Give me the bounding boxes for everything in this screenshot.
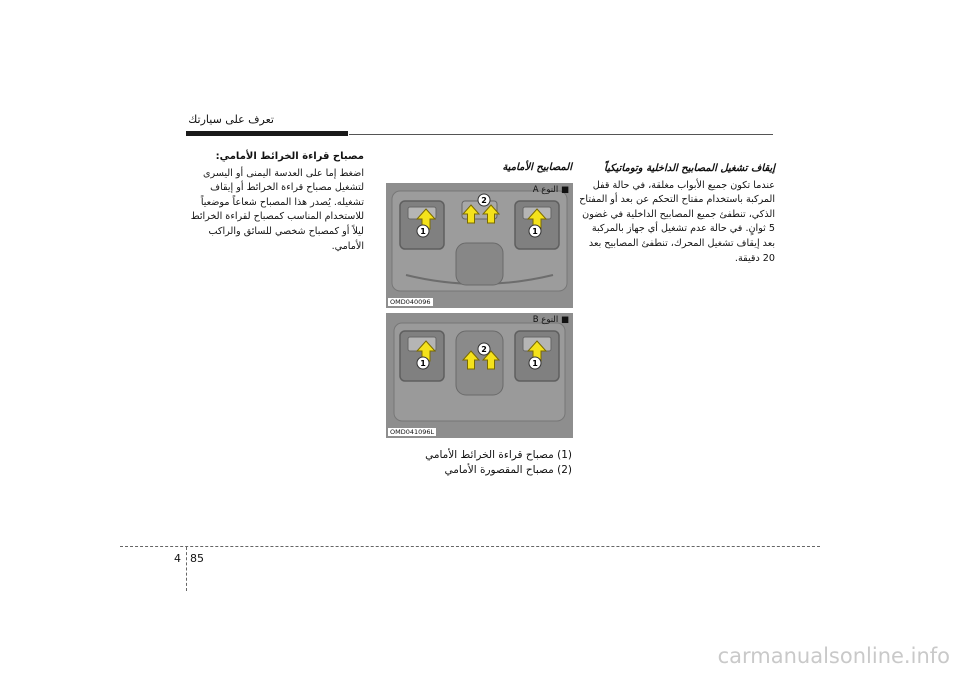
auto-off-section xyxy=(579,162,775,266)
figure-b-code: OMD041096L xyxy=(390,428,435,436)
callout-b-2: 2 xyxy=(481,345,487,354)
footer-divider xyxy=(186,547,187,591)
page-number: 85 xyxy=(190,552,204,565)
caption-map-lamp: (1) مصباح قراءة الخرائط الأمامي xyxy=(425,449,572,461)
front-lamps-heading: المصابيح الأمامية xyxy=(502,162,572,173)
auto-off-heading: إيقاف تشغيل المصابيح الداخلية وتوماتيكياً xyxy=(604,163,775,174)
callout-1-right: 1 xyxy=(532,227,538,236)
caption-room-lamp: (2) مصباح المقصورة الأمامي xyxy=(444,464,572,476)
map-lamp-section xyxy=(186,150,364,254)
figure-a-code: OMD040096 xyxy=(390,298,431,306)
header-rule xyxy=(349,134,773,135)
callout-b-1-right: 1 xyxy=(532,359,538,368)
overhead-console-illustration-a xyxy=(386,183,573,308)
map-lamp-body: اضغط إما على العدسة اليمنى أو اليسرى لتشغيل مصباح قراءة الخرائط أو إيقاف تشغيله. يُصدر هذا المصباح شعاعاً موضعياً للاستخدام المناسب كمصباح لقراءة الخرائط ليلاً أو كمصباح شخصي للسائق والراكب الأمامي. xyxy=(190,167,364,252)
figure-type-b xyxy=(386,313,573,438)
map-lamp-heading: مصباح قراءة الخرائط الأمامي: xyxy=(215,151,364,162)
section-title: تعرف على سيارتك xyxy=(188,113,274,126)
callout-b-1-left: 1 xyxy=(420,359,426,368)
footer-rule xyxy=(120,546,820,547)
figure-a-label: ■ النوع A xyxy=(532,185,569,195)
figure-type-a xyxy=(386,183,573,308)
chapter-number: 4 xyxy=(174,552,181,565)
callout-1-left: 1 xyxy=(420,227,426,236)
header-rule-thick xyxy=(186,131,348,136)
figure-b-label: ■ النوع B xyxy=(532,315,569,325)
watermark: carmanualsonline.info xyxy=(717,644,950,668)
figure-captions xyxy=(382,448,572,478)
overhead-console-illustration-b xyxy=(386,313,573,438)
auto-off-body: عندما تكون جميع الأبواب مغلقة، في حالة قفل المركبة باستخدام مفتاح التحكم عن بعد أو المفتاح الذكي، تنطفئ جميع المصابيح الداخلية في غضون 5 ثوانٍ. في حالة عدم تشغيل أي جهاز بالمركبة بعد إيقاف تشغيل المحرك، تنطفئ المصابيح بعد 20 دقيقة. xyxy=(579,179,775,264)
callout-2: 2 xyxy=(481,196,487,205)
